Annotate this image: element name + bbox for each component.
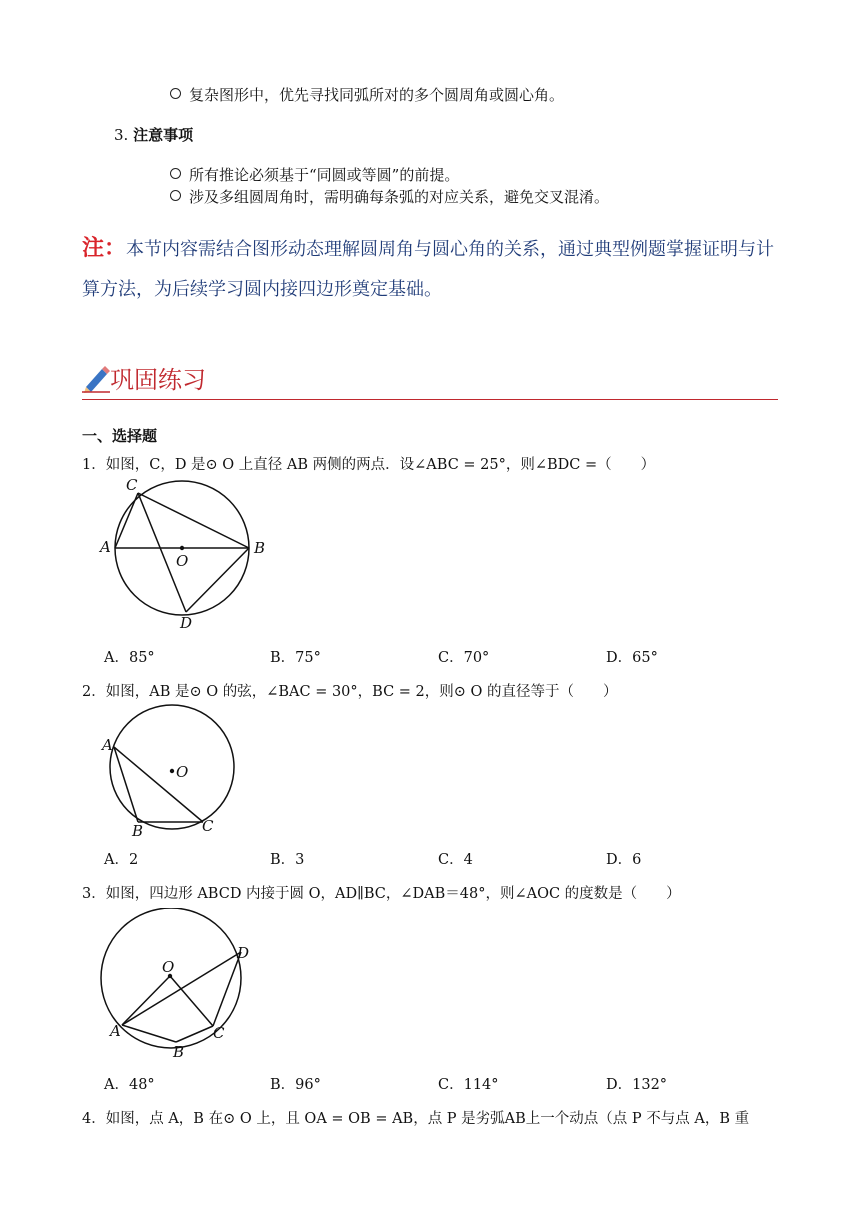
point-label: A <box>102 736 113 754</box>
answer-option[interactable]: B．75° <box>270 650 321 666</box>
bullet-circle-icon <box>170 88 181 99</box>
point-label: B <box>173 1043 185 1061</box>
question-stem: 2．如图，AB 是⊙ O 的弦，∠BAC = 30°，BC = 2，则⊙ O 的直径等于（ ） <box>82 684 618 700</box>
answer-option[interactable]: C．114° <box>438 1077 499 1093</box>
note-paragraph: 注：本节内容需结合图形动态理解圆周角与圆心角的关系，通过典型例题掌握证明与计算方法，为后续学习圆内接四边形奠定基础。 <box>82 235 775 300</box>
bullet-item: 所有推论必须基于“同圆或等圆”的前提。 <box>170 164 459 185</box>
question-2-figure <box>96 704 246 840</box>
bullet-item: 涉及多组圆周角时，需明确每条弧的对应关系，避免交叉混淆。 <box>170 186 609 207</box>
point-label: C <box>202 817 214 835</box>
answer-option[interactable]: D．65° <box>606 650 658 666</box>
point-label: O <box>176 552 189 570</box>
section-title: 巩固练习 <box>110 366 206 394</box>
answer-option[interactable]: C．4 <box>438 852 473 868</box>
point-label: O <box>162 958 175 976</box>
point-label: A <box>100 538 111 556</box>
point-label: B <box>132 822 144 840</box>
answer-option[interactable]: B．96° <box>270 1077 321 1093</box>
point-label: D <box>237 944 250 962</box>
section-divider <box>82 399 778 400</box>
answer-option[interactable]: D．6 <box>606 852 642 868</box>
question-3-figure <box>96 908 266 1063</box>
question-stem: 4．如图，点 A，B 在⊙ O 上，且 OA = OB = AB，点 P 是劣弧AB上一个动点（点 P 不与点 A，B 重 <box>82 1111 750 1127</box>
question-1-figure <box>96 478 286 634</box>
answer-option[interactable]: A．2 <box>104 852 139 868</box>
point-label: C <box>213 1024 225 1042</box>
bullet-item: 复杂图形中，优先寻找同弧所对的多个圆周角或圆心角。 <box>170 84 564 105</box>
point-label: O <box>176 763 189 781</box>
subsection-heading: 一、选择题 <box>82 427 158 445</box>
question-stem: 1．如图，C，D 是⊙ O 上直径 AB 两侧的两点．设∠ABC = 25°，则∠BDC =（ ） <box>82 457 656 473</box>
point-label: D <box>180 614 193 632</box>
bullet-circle-icon <box>170 190 181 201</box>
question-stem: 3．如图，四边形 ABCD 内接于圆 O，AD∥BC，∠DAB＝48°，则∠AOC 的度数是（ ） <box>82 886 681 902</box>
list-heading: 3. 注意事项 <box>114 126 194 144</box>
bullet-circle-icon <box>170 168 181 179</box>
section-header <box>82 360 206 395</box>
point-label: B <box>254 539 266 557</box>
answer-option[interactable]: B．3 <box>270 852 305 868</box>
point-label: A <box>110 1022 121 1040</box>
point-label: C <box>126 478 138 494</box>
answer-option[interactable]: A．48° <box>104 1077 155 1093</box>
answer-option[interactable]: D．132° <box>606 1077 668 1093</box>
answer-option[interactable]: A．85° <box>104 650 155 666</box>
pencil-icon <box>82 363 110 393</box>
answer-option[interactable]: C．70° <box>438 650 490 666</box>
